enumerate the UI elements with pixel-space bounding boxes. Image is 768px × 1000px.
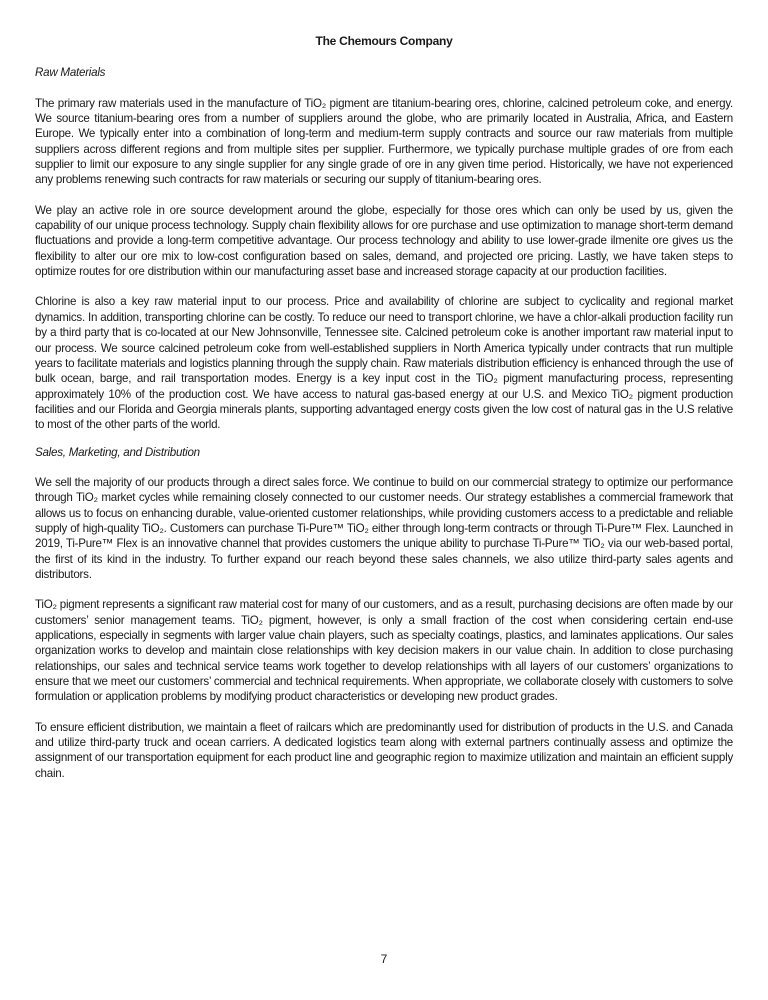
- paragraph: TiO₂ pigment represents a significant raw material cost for many of our customers, and as a result, purchasing decisions are often made by our customers’ senior management teams. TiO₂ pigment, however, is only a small fraction of the cost when considering certain end-use applications, especially in segments with larger value chain players, such as specialty coatings, plastics, and laminates applications. Our sales organization works to develop and maintain close relationships with key decision makers in our value chain. In addition to close purchasing relationships, our sales and technical service teams work together to develop relationships with all layers of our customers’ organizations to ensure that we meet our customers’ commercial and technical requirements. When appropriate, we collaborate closely with customers to solve formulation or application problems by modifying product characteristics or developing new product grades.: [35, 598, 733, 704]
- paragraph: We play an active role in ore source development around the globe, especially for those ores which can only be used by us, given the capability of our unique process technology. Supply chain flexibility allows for ore purchase and use optimization to manage short-term demand fluctuations and provide a long-term competitive advantage. Our process technology and ability to use lower-grade ilmenite ore gives us the flexibility to alter our ore mix to low-cost configuration based on sales, demand, and projected ore pricing. Lastly, we have taken steps to optimize routes for ore distribution within our manufacturing asset base and increased storage capacity at our production facilities.: [35, 203, 733, 279]
- section-heading: Raw Materials: [35, 66, 106, 80]
- section-raw-materials: [35, 65, 733, 432]
- paragraph: The primary raw materials used in the manufacture of TiO₂ pigment are titanium-bearing ores, chlorine, calcined petroleum coke, and energy. We source titanium-bearing ores from a number of suppliers around the globe, who are primarily located in Australia, Africa, and Eastern Europe. We typically enter into a combination of long-term and medium-term supply contracts and source our raw materials from multiple suppliers across different regions and from multiple sites per supplier. Furthermore, we typically purchase multiple grades of ore from each supplier to limit our exposure to any single supplier for any single grade of ore in any given time period. Historically, we have not experienced any problems renewing such contracts for raw materials or securing our supply of titanium-bearing ores.: [35, 96, 733, 187]
- section-sales-marketing-distribution: [35, 445, 733, 782]
- paragraph: Chlorine is also a key raw material input to our process. Price and availability of chlorine are subject to cyclicality and regional market dynamics. In addition, transporting chlorine can be costly. To reduce our need to transport chlorine, we have a chlor-alkali production facility run by a third party that is co-located at our New Johnsonville, Tennessee site. Calcined petroleum coke is another important raw material input to our process. We source calcined petroleum coke from well-established suppliers in North America typically under contracts that run multiple years to facilitate materials and logistics planning through the supply chain. Raw materials distribution efficiency is enhanced through the use of bulk ocean, barge, and rail transportation modes. Energy is a key input cost in the TiO₂ pigment manufacturing process, representing approximately 10% of the production cost. We have access to natural gas-based energy at our U.S. and Mexico TiO₂ pigment production facilities and our Florida and Georgia minerals plants, supporting advantaged energy costs given the low cost of natural gas in the U.S relative to most of the other parts of the world.: [35, 295, 733, 432]
- section-heading: Sales, Marketing, and Distribution: [35, 445, 200, 459]
- page-number: 7: [380, 952, 388, 966]
- page-title: The Chemours Company: [315, 34, 453, 48]
- document-page: [35, 34, 733, 796]
- paragraph: We sell the majority of our products through a direct sales force. We continue to build on our commercial strategy to optimize our performance through TiO₂ market cycles while remaining closely connected to our customer needs. Our strategy establishes a commercial framework that allows us to focus on enhancing durable, value-oriented customer relationships, while providing customers access to a predictable and reliable supply of high-quality TiO₂. Customers can purchase Ti-Pure™ TiO₂ either through long-term contracts or through Ti-Pure™ Flex. Launched in 2019, Ti-Pure™ Flex is an innovative channel that provides customers the unique ability to purchase Ti-Pure™ TiO₂ via our web-based portal, the first of its kind in the industry. To further expand our reach beyond these sales channels, we also utilize third-party sales agents and distributors.: [35, 475, 733, 581]
- paragraph: To ensure efficient distribution, we maintain a fleet of railcars which are predominantly used for distribution of products in the U.S. and Canada and utilize third-party truck and ocean carriers. A dedicated logistics team along with external partners continually assess and optimize the assignment of our transportation equipment for each product line and geographic region to maximize utilization and maintain an efficient supply chain.: [35, 720, 733, 780]
